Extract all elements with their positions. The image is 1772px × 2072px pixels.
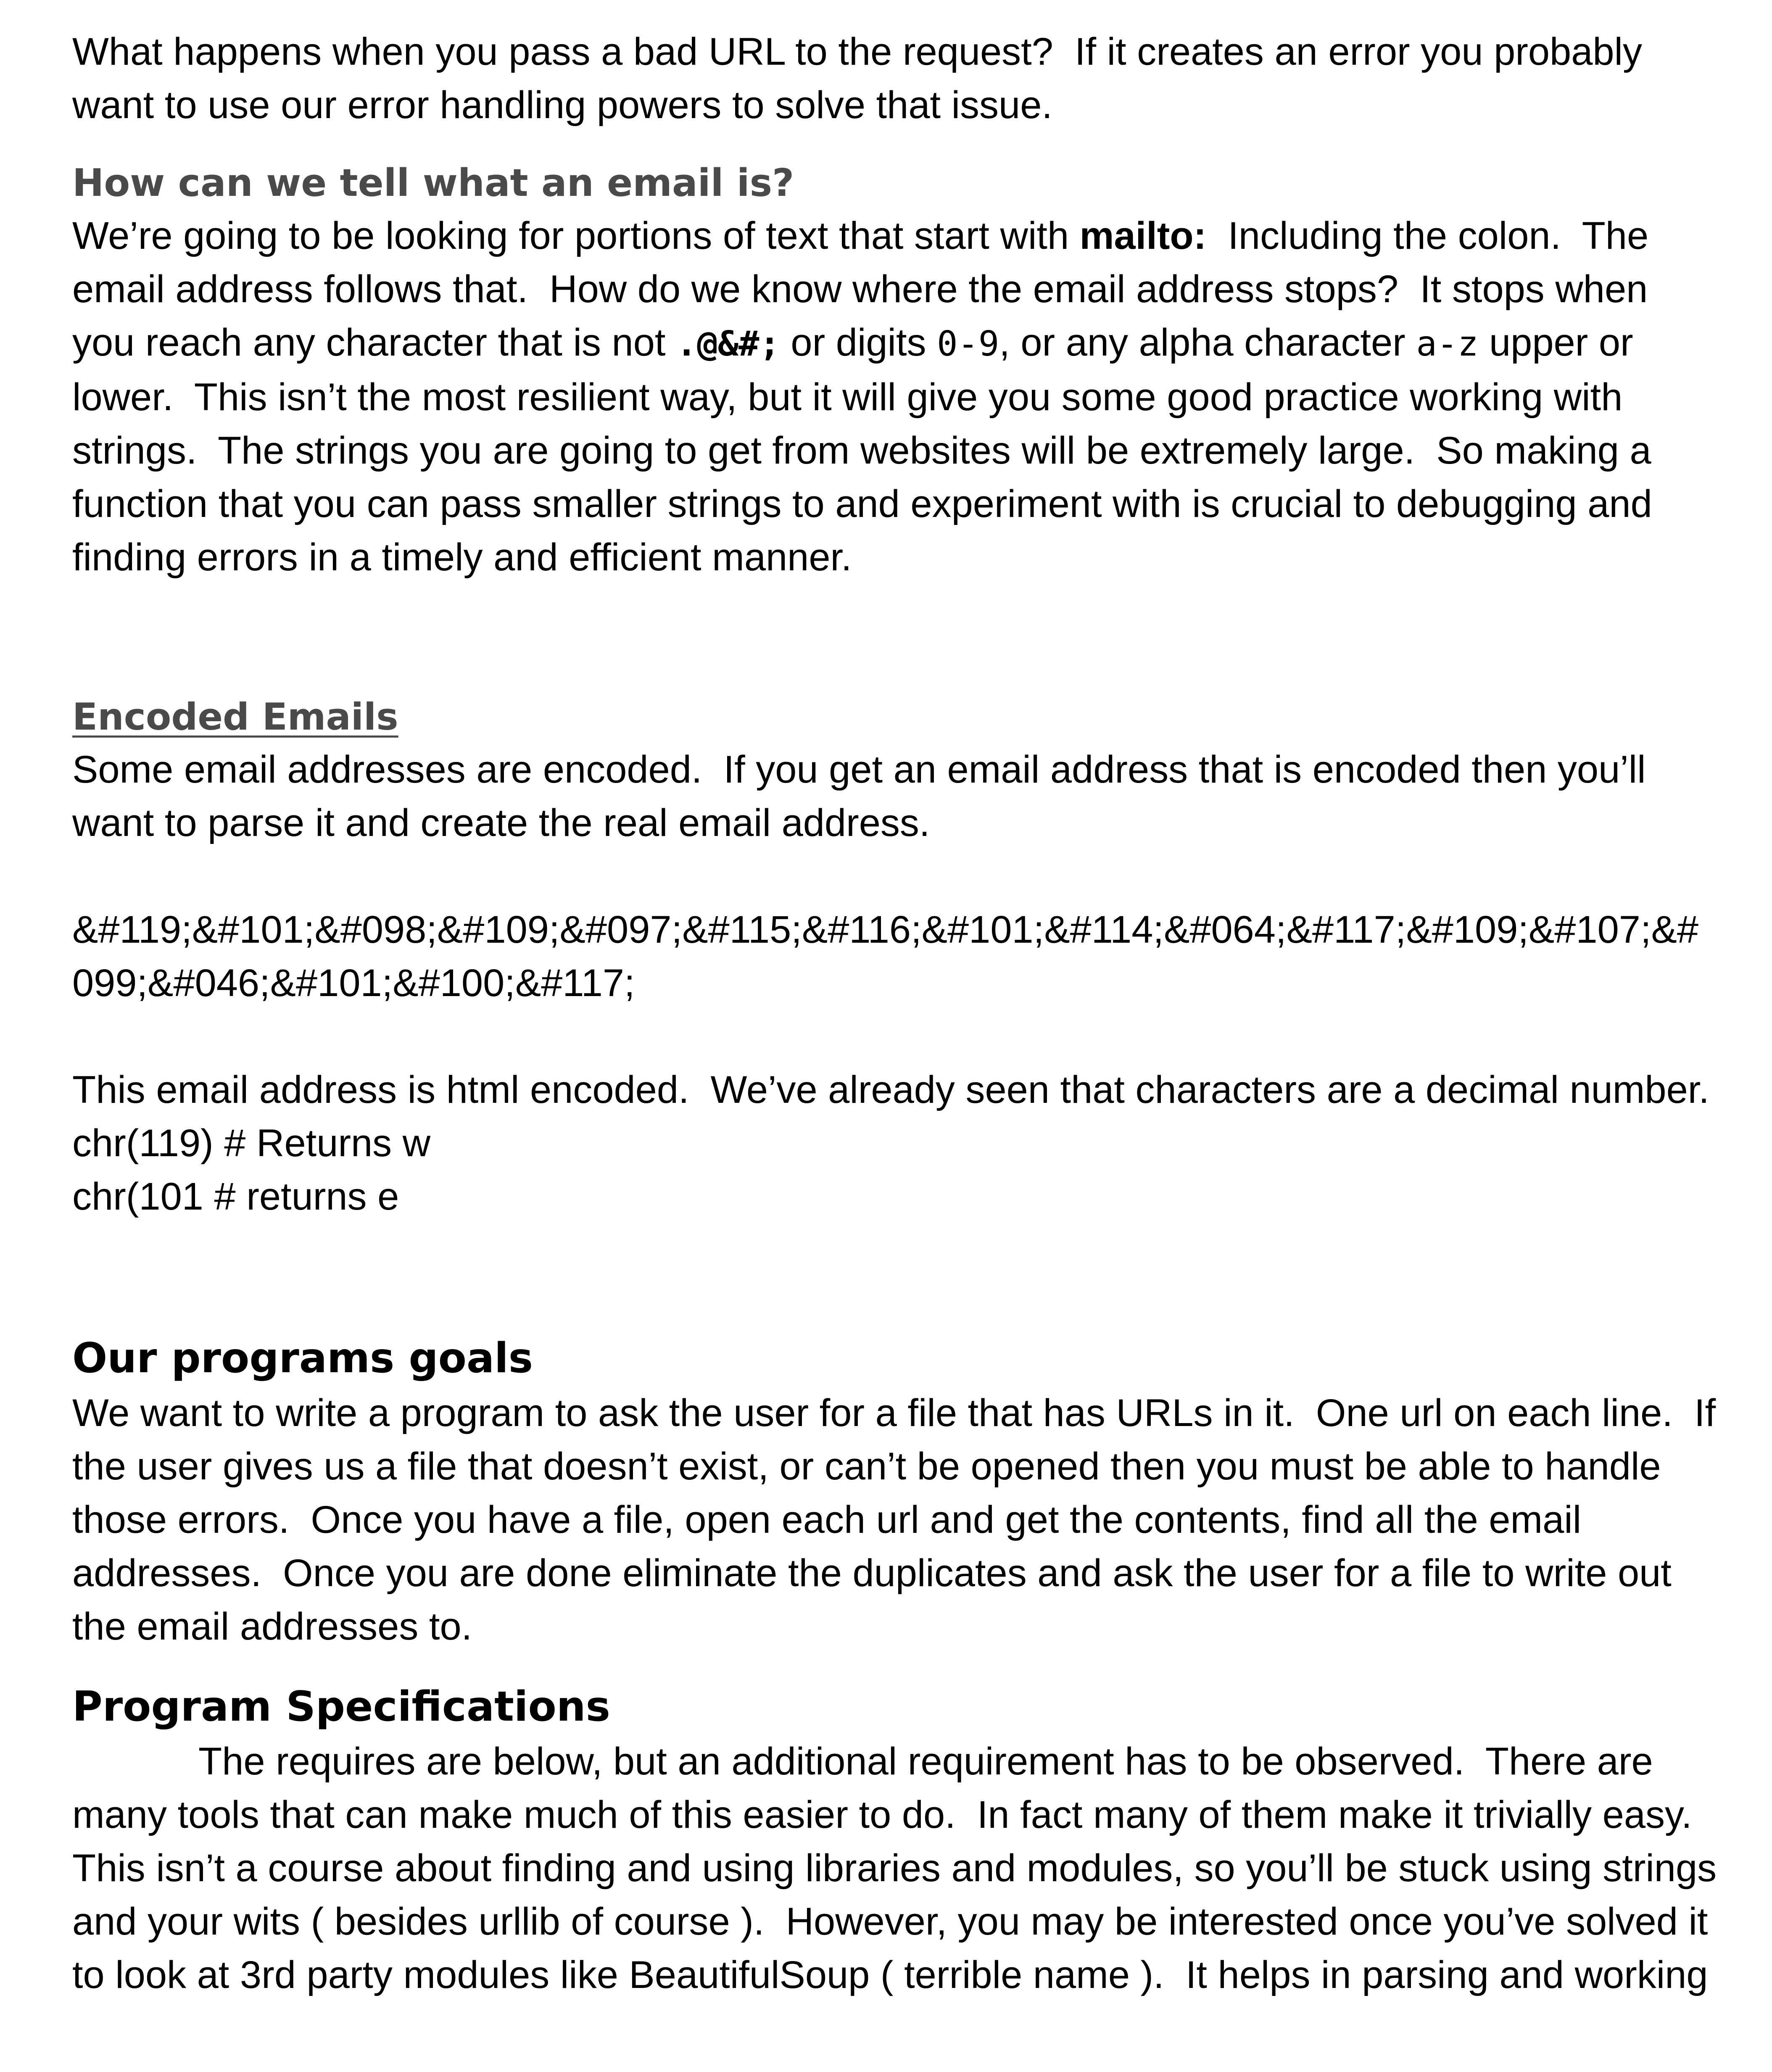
email-paragraph-line-2: email address follows that. How do we know where the email address stops? It stops when [72,268,1648,311]
goals-line: the user gives us a file that doesn’t exist, or can’t be opened then you must be able to handle [72,1445,1661,1488]
email-paragraph-line-6: function that you can pass smaller strings to and experiment with is crucial to debugging and [72,482,1652,525]
email-paragraph-line-5: strings. The strings you are going to get from websites will be extremely large. So making a [72,429,1651,472]
intro-line-2: want to use our error handling powers to solve that issue. [72,84,1052,127]
email-paragraph-line-4: lower. This isn’t the most resilient way, but it will give you some good practice working with [72,376,1623,419]
encoded-line-2: want to parse it and create the real email address. [72,801,930,844]
document-page [72,25,1745,2002]
chr-example-2: chr(101 # returns e [72,1175,399,1218]
encoded-line-1: Some email addresses are encoded. If you get an email address that is encoded then you’ll [72,748,1646,791]
email-paragraph-line-3: you reach any character that is not .@&#; or digits 0-9, or any alpha character a-z upper or [72,321,1633,364]
goals-line: the email addresses to. [72,1605,472,1648]
goals-line: addresses. Once you are done eliminate the duplicates and ask the user for a file to write out [72,1552,1672,1595]
encoded-explain: This email address is html encoded. We’ve already seen that characters are a decimal number. [72,1068,1709,1111]
special-chars-code: .@&#; [676,324,780,364]
specs-line: The requires are below, but an additional requirement has to be observed. There are [198,1740,1653,1783]
encoded-sample-line-1: &#119;&#101;&#098;&#109;&#097;&#115;&#116;&#101;&#114;&#064;&#117;&#109;&#107;&# [72,908,1699,951]
goals-line: those errors. Once you have a file, open each url and get the contents, find all the email [72,1498,1582,1541]
specs-line: to look at 3rd party modules like BeautifulSoup ( terrible name ). It helps in parsing and working [72,1953,1708,1996]
encoded-sample-line-2: 099;&#046;&#101;&#100;&#117; [72,962,635,1004]
email-paragraph-line-7: finding errors in a timely and efficient manner. [72,536,852,579]
specs-heading: Program Specifications [72,1683,610,1731]
goals-line: We want to write a program to ask the user for a file that has URLs in it. One url on each line. If [72,1392,1716,1434]
intro-line-1: What happens when you pass a bad URL to the request? If it creates an error you probably [72,30,1642,73]
mailto-keyword: mailto: [1079,214,1207,257]
encoded-emails-heading: Encoded Emails [72,695,398,738]
goals-heading: Our programs goals [72,1334,533,1382]
email-section-heading: How can we tell what an email is? [72,161,794,205]
digits-code: 0-9 [937,324,999,364]
alpha-code: a-z [1416,324,1479,364]
email-paragraph-line-1: We’re going to be looking for portions of text that start with mailto: Including the colon. The [72,214,1649,257]
specs-line: This isn’t a course about finding and using libraries and modules, so you’ll be stuck using strings [72,1847,1717,1890]
chr-example-1: chr(119) # Returns w [72,1122,431,1165]
specs-line: and your wits ( besides urllib of course ). However, you may be interested once you’ve solved it [72,1900,1708,1943]
specs-line: many tools that can make much of this easier to do. In fact many of them make it trivially easy. [72,1793,1692,1836]
